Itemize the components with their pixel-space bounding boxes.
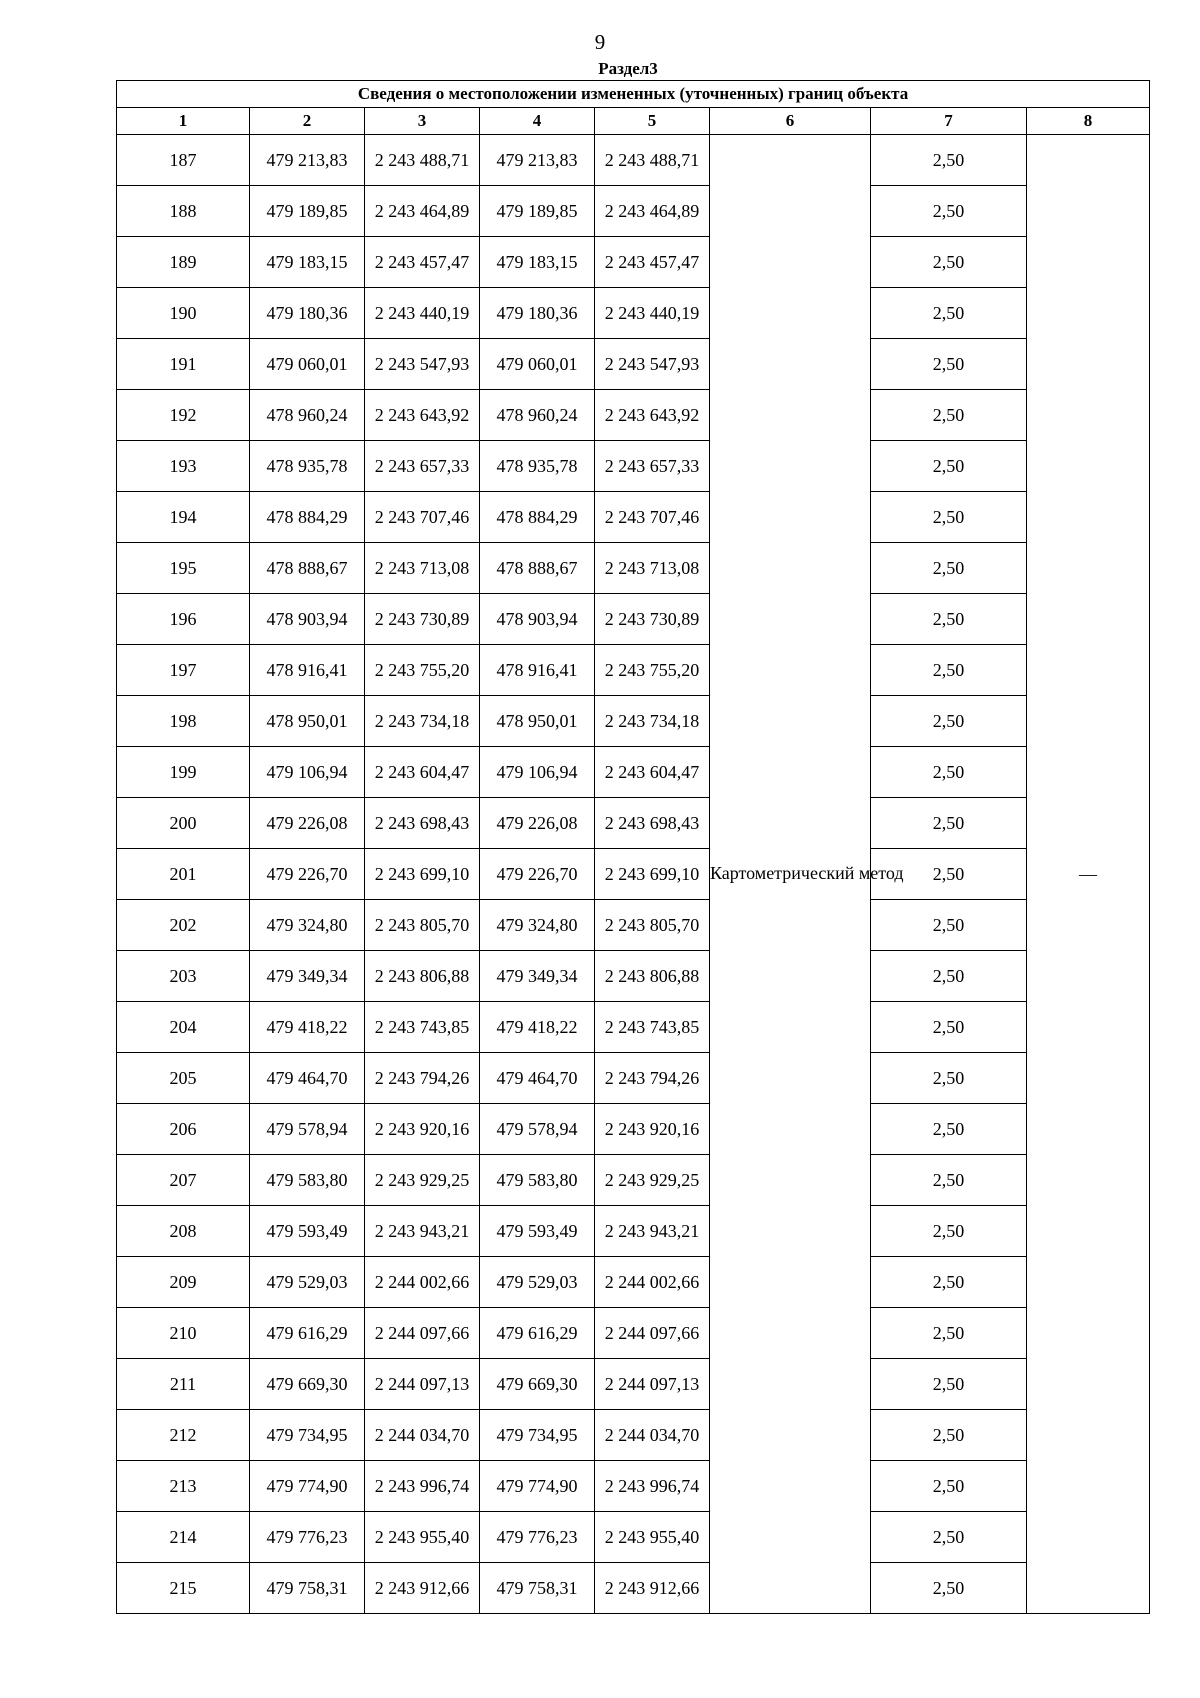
coordinate-x-cell: 479 593,49 [250, 1206, 365, 1257]
coordinate-x-cell: 479 106,94 [480, 747, 595, 798]
table-row [117, 135, 1150, 186]
coordinate-x-cell: 478 903,94 [480, 594, 595, 645]
coordinate-x-cell: 479 578,94 [480, 1104, 595, 1155]
coordinate-x-cell: 479 060,01 [480, 339, 595, 390]
table-row [117, 1512, 1150, 1563]
coordinate-x-cell: 479 418,22 [250, 1002, 365, 1053]
coordinate-y-cell: 2 243 440,19 [595, 288, 710, 339]
point-number-cell: 196 [117, 594, 250, 645]
point-number-cell: 197 [117, 645, 250, 696]
accuracy-cell: 2,50 [871, 543, 1027, 594]
coordinate-y-cell: 2 243 713,08 [365, 543, 480, 594]
table-row [117, 288, 1150, 339]
point-number-cell: 187 [117, 135, 250, 186]
coordinate-y-cell: 2 243 743,85 [365, 1002, 480, 1053]
point-number-cell: 200 [117, 798, 250, 849]
coordinate-x-cell: 478 884,29 [480, 492, 595, 543]
column-number-8: 8 [1027, 108, 1150, 135]
table-row [117, 1155, 1150, 1206]
coordinate-x-cell: 479 776,23 [250, 1512, 365, 1563]
point-number-cell: 195 [117, 543, 250, 594]
coordinate-x-cell: 478 960,24 [250, 390, 365, 441]
accuracy-cell: 2,50 [871, 237, 1027, 288]
coordinate-x-cell: 478 935,78 [250, 441, 365, 492]
coordinate-x-cell: 479 616,29 [250, 1308, 365, 1359]
accuracy-cell: 2,50 [871, 1053, 1027, 1104]
accuracy-cell: 2,50 [871, 1410, 1027, 1461]
coordinate-x-cell: 479 758,31 [480, 1563, 595, 1614]
accuracy-cell: 2,50 [871, 747, 1027, 798]
coordinate-x-cell: 479 349,34 [480, 951, 595, 1002]
coordinate-y-cell: 2 243 457,47 [365, 237, 480, 288]
coordinate-y-cell: 2 243 955,40 [595, 1512, 710, 1563]
coordinate-y-cell: 2 244 097,66 [595, 1308, 710, 1359]
coordinate-y-cell: 2 243 805,70 [365, 900, 480, 951]
coordinate-y-cell: 2 243 730,89 [595, 594, 710, 645]
coordinate-x-cell: 479 669,30 [250, 1359, 365, 1410]
coordinate-x-cell: 478 960,24 [480, 390, 595, 441]
coordinate-y-cell: 2 243 943,21 [365, 1206, 480, 1257]
coordinate-y-cell: 2 243 805,70 [595, 900, 710, 951]
coordinate-y-cell: 2 244 002,66 [595, 1257, 710, 1308]
point-number-cell: 198 [117, 696, 250, 747]
accuracy-cell: 2,50 [871, 390, 1027, 441]
coordinate-y-cell: 2 243 943,21 [595, 1206, 710, 1257]
accuracy-cell: 2,50 [871, 849, 1027, 900]
coordinate-x-cell: 479 418,22 [480, 1002, 595, 1053]
coordinate-x-cell: 479 583,80 [250, 1155, 365, 1206]
coordinate-x-cell: 479 578,94 [250, 1104, 365, 1155]
coordinate-y-cell: 2 243 698,43 [595, 798, 710, 849]
accuracy-cell: 2,50 [871, 1512, 1027, 1563]
table-row [117, 1461, 1150, 1512]
coordinate-x-cell: 479 529,03 [250, 1257, 365, 1308]
coordinate-x-cell: 478 935,78 [480, 441, 595, 492]
table-row [117, 1002, 1150, 1053]
point-number-cell: 191 [117, 339, 250, 390]
column-number-2: 2 [250, 108, 365, 135]
coordinate-x-cell: 479 464,70 [250, 1053, 365, 1104]
accuracy-cell: 2,50 [871, 951, 1027, 1002]
coordinate-y-cell: 2 243 955,40 [365, 1512, 480, 1563]
table-row [117, 492, 1150, 543]
accuracy-cell: 2,50 [871, 1461, 1027, 1512]
coordinate-x-cell: 479 183,15 [480, 237, 595, 288]
coordinate-x-cell: 479 180,36 [480, 288, 595, 339]
coordinate-y-cell: 2 243 920,16 [595, 1104, 710, 1155]
coordinate-x-cell: 479 669,30 [480, 1359, 595, 1410]
column-number-3: 3 [365, 108, 480, 135]
column-number-1: 1 [117, 108, 250, 135]
point-number-cell: 214 [117, 1512, 250, 1563]
accuracy-cell: 2,50 [871, 645, 1027, 696]
section-title: Раздел3 [598, 59, 658, 78]
accuracy-cell: 2,50 [871, 135, 1027, 186]
coordinate-x-cell: 479 758,31 [250, 1563, 365, 1614]
coordinate-x-cell: 479 529,03 [480, 1257, 595, 1308]
note-cell: — [1027, 135, 1150, 1614]
table-row [117, 1206, 1150, 1257]
table-row [117, 747, 1150, 798]
coordinate-y-cell: 2 243 699,10 [365, 849, 480, 900]
coordinate-x-cell: 479 226,08 [480, 798, 595, 849]
table-row [117, 1410, 1150, 1461]
column-number-7: 7 [871, 108, 1027, 135]
accuracy-cell: 2,50 [871, 1308, 1027, 1359]
coordinate-y-cell: 2 243 912,66 [595, 1563, 710, 1614]
coordinate-x-cell: 479 464,70 [480, 1053, 595, 1104]
point-number-cell: 205 [117, 1053, 250, 1104]
coordinate-y-cell: 2 243 464,89 [595, 186, 710, 237]
point-number-cell: 215 [117, 1563, 250, 1614]
coordinate-x-cell: 478 916,41 [480, 645, 595, 696]
coordinate-y-cell: 2 243 488,71 [365, 135, 480, 186]
coordinate-x-cell: 478 888,67 [250, 543, 365, 594]
table-body [117, 135, 1150, 1614]
accuracy-cell: 2,50 [871, 1563, 1027, 1614]
coordinate-x-cell: 479 183,15 [250, 237, 365, 288]
point-number-cell: 208 [117, 1206, 250, 1257]
table-row [117, 798, 1150, 849]
coordinate-y-cell: 2 243 643,92 [595, 390, 710, 441]
accuracy-cell: 2,50 [871, 1257, 1027, 1308]
coordinate-x-cell: 479 616,29 [480, 1308, 595, 1359]
coordinate-y-cell: 2 243 604,47 [595, 747, 710, 798]
table-row [117, 645, 1150, 696]
coordinate-x-cell: 479 324,80 [250, 900, 365, 951]
page-number: 9 [594, 30, 606, 54]
coordinate-y-cell: 2 244 034,70 [595, 1410, 710, 1461]
point-number-cell: 189 [117, 237, 250, 288]
accuracy-cell: 2,50 [871, 1206, 1027, 1257]
point-number-cell: 203 [117, 951, 250, 1002]
accuracy-cell: 2,50 [871, 1104, 1027, 1155]
coordinate-x-cell: 479 213,83 [250, 135, 365, 186]
coordinate-y-cell: 2 243 794,26 [595, 1053, 710, 1104]
coordinate-y-cell: 2 243 713,08 [595, 543, 710, 594]
coordinate-y-cell: 2 243 464,89 [365, 186, 480, 237]
coordinate-x-cell: 478 950,01 [250, 696, 365, 747]
coordinate-x-cell: 479 324,80 [480, 900, 595, 951]
table-row [117, 849, 1150, 900]
method-cell: Картометрический метод [710, 135, 871, 1614]
table-row [117, 1563, 1150, 1614]
accuracy-cell: 2,50 [871, 1002, 1027, 1053]
coordinate-y-cell: 2 243 657,33 [595, 441, 710, 492]
table-row [117, 594, 1150, 645]
coordinate-x-cell: 479 226,70 [480, 849, 595, 900]
coordinate-y-cell: 2 243 755,20 [365, 645, 480, 696]
coordinate-y-cell: 2 244 034,70 [365, 1410, 480, 1461]
coordinate-y-cell: 2 243 643,92 [365, 390, 480, 441]
point-number-cell: 204 [117, 1002, 250, 1053]
point-number-cell: 212 [117, 1410, 250, 1461]
coordinate-x-cell: 479 734,95 [250, 1410, 365, 1461]
point-number-cell: 199 [117, 747, 250, 798]
table-row [117, 1053, 1150, 1104]
coordinate-x-cell: 479 776,23 [480, 1512, 595, 1563]
coordinate-x-cell: 479 226,70 [250, 849, 365, 900]
accuracy-cell: 2,50 [871, 1359, 1027, 1410]
coordinate-x-cell: 478 888,67 [480, 543, 595, 594]
point-number-cell: 201 [117, 849, 250, 900]
coordinate-x-cell: 479 226,08 [250, 798, 365, 849]
coordinate-x-cell: 479 060,01 [250, 339, 365, 390]
coordinate-y-cell: 2 243 806,88 [595, 951, 710, 1002]
column-number-4: 4 [480, 108, 595, 135]
coordinate-x-cell: 478 884,29 [250, 492, 365, 543]
coordinate-x-cell: 479 189,85 [250, 186, 365, 237]
coordinate-y-cell: 2 243 794,26 [365, 1053, 480, 1104]
table-row [117, 1257, 1150, 1308]
coordinate-x-cell: 479 180,36 [250, 288, 365, 339]
accuracy-cell: 2,50 [871, 492, 1027, 543]
point-number-cell: 193 [117, 441, 250, 492]
table-row [117, 951, 1150, 1002]
coordinate-y-cell: 2 243 707,46 [595, 492, 710, 543]
coordinate-x-cell: 479 593,49 [480, 1206, 595, 1257]
boundary-coordinates-table [116, 80, 1150, 1614]
point-number-cell: 213 [117, 1461, 250, 1512]
table-row [117, 543, 1150, 594]
coordinate-y-cell: 2 243 929,25 [365, 1155, 480, 1206]
coordinate-y-cell: 2 244 097,66 [365, 1308, 480, 1359]
coordinate-y-cell: 2 243 707,46 [365, 492, 480, 543]
coordinate-y-cell: 2 243 743,85 [595, 1002, 710, 1053]
accuracy-cell: 2,50 [871, 1155, 1027, 1206]
accuracy-cell: 2,50 [871, 594, 1027, 645]
table-caption: Сведения о местоположении измененных (уточненных) границ объекта [117, 81, 1150, 108]
accuracy-cell: 2,50 [871, 696, 1027, 747]
coordinate-y-cell: 2 244 097,13 [365, 1359, 480, 1410]
column-number-6: 6 [710, 108, 871, 135]
coordinate-y-cell: 2 243 806,88 [365, 951, 480, 1002]
table-row [117, 390, 1150, 441]
coordinate-y-cell: 2 243 734,18 [365, 696, 480, 747]
table-row [117, 441, 1150, 492]
coordinate-y-cell: 2 243 547,93 [365, 339, 480, 390]
coordinate-y-cell: 2 243 920,16 [365, 1104, 480, 1155]
coordinate-y-cell: 2 243 698,43 [365, 798, 480, 849]
coordinate-y-cell: 2 243 996,74 [365, 1461, 480, 1512]
column-number-row [117, 108, 1150, 135]
coordinate-x-cell: 478 903,94 [250, 594, 365, 645]
accuracy-cell: 2,50 [871, 441, 1027, 492]
table-row [117, 339, 1150, 390]
point-number-cell: 194 [117, 492, 250, 543]
coordinate-y-cell: 2 243 657,33 [365, 441, 480, 492]
coordinate-y-cell: 2 243 488,71 [595, 135, 710, 186]
coordinate-y-cell: 2 243 730,89 [365, 594, 480, 645]
table-row [117, 696, 1150, 747]
table-row [117, 237, 1150, 288]
column-number-5: 5 [595, 108, 710, 135]
coordinate-y-cell: 2 243 457,47 [595, 237, 710, 288]
point-number-cell: 209 [117, 1257, 250, 1308]
point-number-cell: 210 [117, 1308, 250, 1359]
coordinate-y-cell: 2 243 755,20 [595, 645, 710, 696]
coordinate-y-cell: 2 243 734,18 [595, 696, 710, 747]
coordinate-y-cell: 2 243 929,25 [595, 1155, 710, 1206]
coordinate-x-cell: 479 734,95 [480, 1410, 595, 1461]
coordinate-x-cell: 479 583,80 [480, 1155, 595, 1206]
point-number-cell: 206 [117, 1104, 250, 1155]
table-row [117, 1359, 1150, 1410]
coordinate-y-cell: 2 243 547,93 [595, 339, 710, 390]
coordinate-y-cell: 2 243 604,47 [365, 747, 480, 798]
point-number-cell: 202 [117, 900, 250, 951]
table-row [117, 1104, 1150, 1155]
coordinate-y-cell: 2 243 996,74 [595, 1461, 710, 1512]
coordinate-x-cell: 479 106,94 [250, 747, 365, 798]
coordinate-x-cell: 479 774,90 [480, 1461, 595, 1512]
coordinate-x-cell: 479 349,34 [250, 951, 365, 1002]
coordinate-x-cell: 479 213,83 [480, 135, 595, 186]
table-row [117, 186, 1150, 237]
point-number-cell: 190 [117, 288, 250, 339]
accuracy-cell: 2,50 [871, 186, 1027, 237]
coordinate-x-cell: 479 774,90 [250, 1461, 365, 1512]
accuracy-cell: 2,50 [871, 339, 1027, 390]
coordinate-y-cell: 2 243 699,10 [595, 849, 710, 900]
accuracy-cell: 2,50 [871, 900, 1027, 951]
coordinate-x-cell: 478 950,01 [480, 696, 595, 747]
coordinate-y-cell: 2 244 002,66 [365, 1257, 480, 1308]
table-row [117, 1308, 1150, 1359]
point-number-cell: 192 [117, 390, 250, 441]
coordinate-x-cell: 478 916,41 [250, 645, 365, 696]
point-number-cell: 188 [117, 186, 250, 237]
coordinate-y-cell: 2 243 440,19 [365, 288, 480, 339]
table-row [117, 900, 1150, 951]
coordinate-y-cell: 2 243 912,66 [365, 1563, 480, 1614]
coordinate-y-cell: 2 244 097,13 [595, 1359, 710, 1410]
point-number-cell: 211 [117, 1359, 250, 1410]
coordinate-x-cell: 479 189,85 [480, 186, 595, 237]
point-number-cell: 207 [117, 1155, 250, 1206]
accuracy-cell: 2,50 [871, 288, 1027, 339]
accuracy-cell: 2,50 [871, 798, 1027, 849]
